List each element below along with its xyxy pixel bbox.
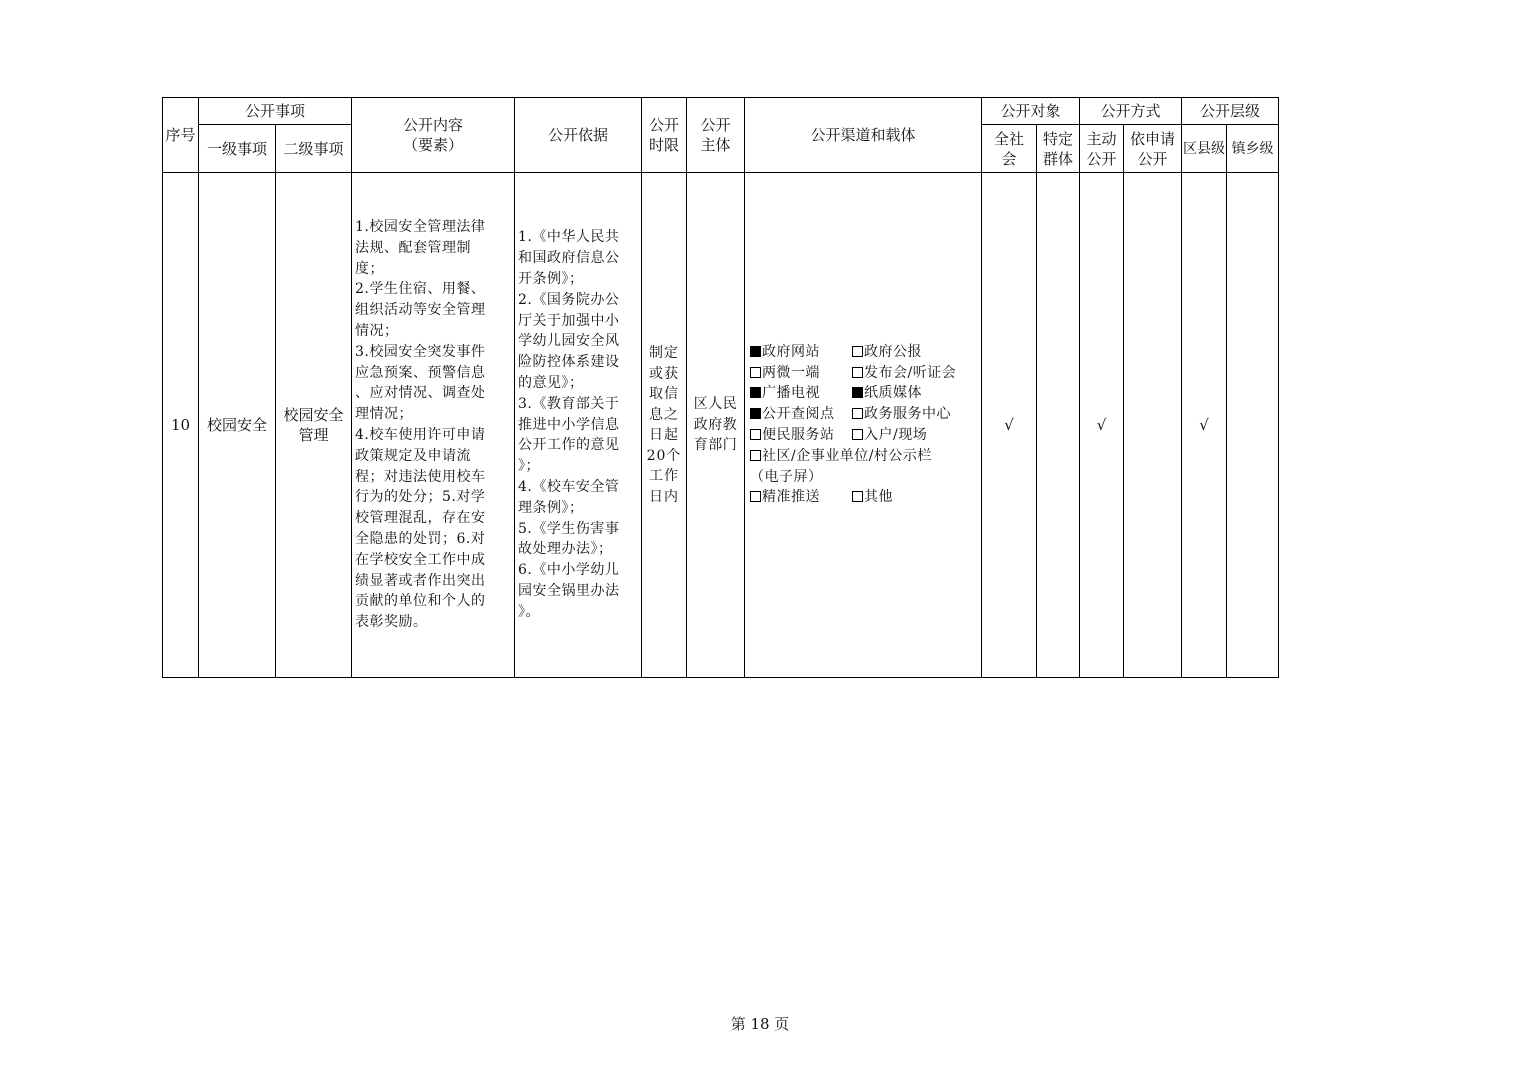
channel-option <box>750 363 852 384</box>
unchecked-box-icon <box>852 408 863 419</box>
channel-row <box>750 383 981 404</box>
header-audience-group: 公开对象 <box>982 98 1080 125</box>
header-level-district: 区县级 <box>1182 125 1227 173</box>
header-time-limit: 公开 时限 <box>642 98 687 173</box>
row-seq: 10 <box>163 173 199 678</box>
unchecked-box-icon <box>750 491 761 502</box>
channel-label: 发布会/听证会 <box>864 364 957 381</box>
channel-option <box>852 487 893 508</box>
header-basis: 公开依据 <box>515 98 642 173</box>
channel-label: 社区/企事业单位/村公示栏 <box>762 447 932 464</box>
checked-box-icon <box>852 387 863 398</box>
channel-row <box>750 487 981 508</box>
channel-row <box>750 404 981 425</box>
unchecked-box-icon <box>852 346 863 357</box>
header-method-active: 主动 公开 <box>1080 125 1124 173</box>
header-method-request: 依申请 公开 <box>1124 125 1182 173</box>
header-level1: 一级事项 <box>199 125 276 173</box>
checked-box-icon <box>750 387 761 398</box>
channel-option <box>750 467 823 488</box>
row-subject: 区人民 政府教 育部门 <box>693 396 738 454</box>
channel-option <box>852 342 922 363</box>
channel-option <box>750 425 852 446</box>
header-audience-specific: 特定 群体 <box>1037 125 1080 173</box>
unchecked-box-icon <box>852 491 863 502</box>
row-method-request <box>1124 173 1182 678</box>
channel-label: 公开查阅点 <box>762 406 835 423</box>
header-items-group: 公开事项 <box>199 98 352 125</box>
row-subject-cell <box>687 173 745 678</box>
row-method-active: √ <box>1080 173 1124 678</box>
unchecked-box-icon <box>750 367 761 378</box>
unchecked-box-icon <box>750 450 761 461</box>
channel-label: 政府公报 <box>864 343 922 360</box>
header-level-group: 公开层级 <box>1182 98 1279 125</box>
channel-label: 政务服务中心 <box>864 406 951 423</box>
row-content: 1.校园安全管理法律 法规、配套管理制 度； 2.学生住宿、用餐、 组织活动等安全管理 情况； 3.校园安全突发事件 应急预案、预警信息 、应对情况、调查处 理情况； 4.校车使用许可申请 政策规定及申请流 程；对违法使用校车 行为的处分；5.对学 校管理混乱，存在安 全隐患的处罚；6.对 在学校安全工作中成 绩显著或者作出突出 贡献的单位和个人的 表彰奖励。 <box>355 219 486 631</box>
channel-option <box>852 383 922 404</box>
header-channels: 公开渠道和载体 <box>745 98 982 173</box>
header-seq: 序号 <box>163 98 199 173</box>
channel-option <box>852 404 951 425</box>
row-basis: 1.《中华人民共 和国政府信息公 开条例》； 2.《国务院办公 厅关于加强中小 学幼儿园安全风 险防控体系建设 的意见》； 3.《教育部关于 推进中小学信息 公开工作的意见 》； 4.《校车安全管 理条例》； 5.《学生伤害事 故处理办法》； 6.《中小学幼儿 园安全锅里办法 》。 <box>518 229 620 620</box>
channel-option <box>750 487 852 508</box>
row-level-district: √ <box>1182 173 1227 678</box>
row-time-limit-cell <box>642 173 687 678</box>
channel-row <box>750 446 981 467</box>
header-content: 公开内容 （要素） <box>352 98 515 173</box>
checked-box-icon <box>750 408 761 419</box>
channel-label: 入户/现场 <box>864 427 928 443</box>
channel-row <box>750 363 981 384</box>
channel-row <box>750 342 981 363</box>
row-channels-cell <box>745 173 982 678</box>
channel-option <box>750 404 852 425</box>
table-row <box>163 173 1279 678</box>
header-level2: 二级事项 <box>276 125 352 173</box>
channel-list <box>745 342 981 508</box>
channel-option <box>852 363 956 384</box>
unchecked-box-icon <box>852 429 863 440</box>
channel-row <box>750 425 981 446</box>
row-level1: 校园安全 <box>199 173 276 678</box>
channel-label: 精准推送 <box>762 489 820 506</box>
header-audience-all: 全社 会 <box>982 125 1037 173</box>
channel-option <box>750 446 932 467</box>
channel-row <box>750 467 981 488</box>
channel-label: 广播电视 <box>762 385 820 402</box>
channel-label: 便民服务站 <box>762 427 835 443</box>
row-level-town <box>1227 173 1279 678</box>
row-content-cell <box>352 173 515 678</box>
unchecked-box-icon <box>750 429 761 440</box>
channel-label: 纸质媒体 <box>864 385 922 402</box>
row-level2: 校园安全 管理 <box>276 173 352 678</box>
row-time-limit: 制定 或获 取信 息之 日起 20个 工作 日内 <box>646 345 682 505</box>
channel-label: （电子屏） <box>750 468 823 485</box>
channel-label: 其他 <box>864 489 893 506</box>
row-basis-cell <box>515 173 642 678</box>
channel-label: 政府网站 <box>762 343 820 360</box>
channel-option <box>852 425 927 446</box>
unchecked-box-icon <box>852 367 863 378</box>
checked-box-icon <box>750 346 761 357</box>
disclosure-table <box>162 97 1279 678</box>
channel-label: 两微一端 <box>762 364 820 381</box>
page-number: 第 18 页 <box>730 1015 790 1033</box>
header-method-group: 公开方式 <box>1080 98 1182 125</box>
channel-option <box>750 342 852 363</box>
header-level-town: 镇乡级 <box>1227 125 1279 173</box>
row-audience-all: √ <box>982 173 1037 678</box>
channel-option <box>750 383 852 404</box>
header-subject: 公开 主体 <box>687 98 745 173</box>
row-audience-specific <box>1037 173 1080 678</box>
